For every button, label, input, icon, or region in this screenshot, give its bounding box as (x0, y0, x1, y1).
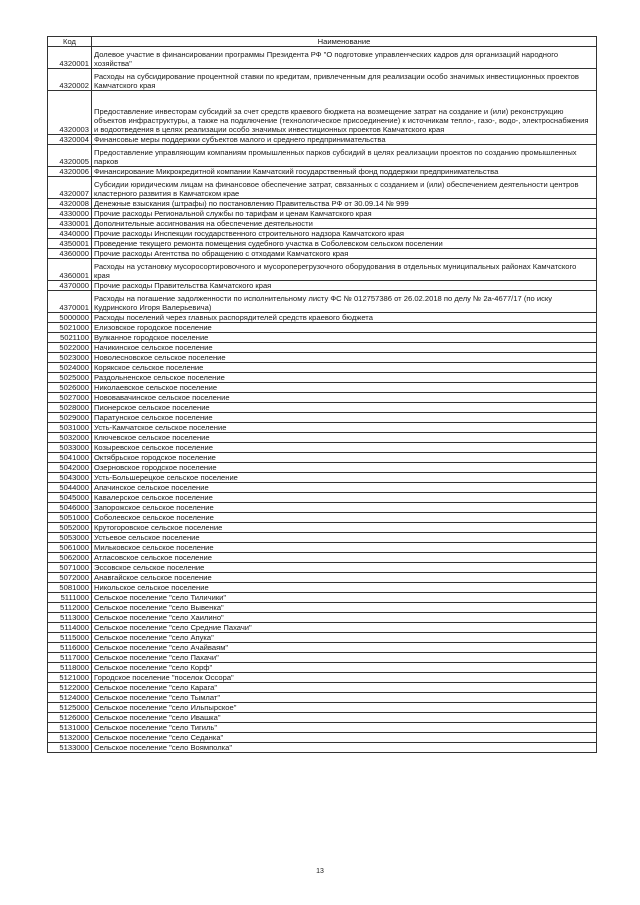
table-row (48, 413, 597, 423)
table-row (48, 199, 597, 209)
row-name: Озерновское городское поселение (92, 463, 597, 473)
table-row (48, 503, 597, 513)
row-name: Корякское сельское поселение (92, 363, 597, 373)
row-name: Прочие расходы Агентства по обращению с отходами Камчатского края (92, 249, 597, 259)
row-name: Расходы поселений через главных распорядителей средств краевого бюджета (92, 313, 597, 323)
table-row (48, 523, 597, 533)
row-name: Предоставление инвесторам субсидий за счет средств краевого бюджета на возмещение затрат на создание и (или) реконструкцию объектов инфраструктуры, а также на подключение (технологическое присоединение) к источникам тепло-, газо-, водо-, электроснабжения и водоотведения в целях реализации особо значимых инвестиционных проектов Камчатского края (92, 91, 597, 135)
row-code: 4320004 (48, 135, 92, 145)
table-body (48, 47, 597, 753)
table-row (48, 563, 597, 573)
row-name: Финансирование Микрокредитной компании Камчатский государственный фонд поддержки предпринимательства (92, 167, 597, 177)
table-row (48, 443, 597, 453)
table-row (48, 513, 597, 523)
row-code: 4340000 (48, 229, 92, 239)
table-row (48, 209, 597, 219)
row-code: 4350001 (48, 239, 92, 249)
row-name: Эссовское сельское поселение (92, 563, 597, 573)
row-code: 5026000 (48, 383, 92, 393)
row-code: 5126000 (48, 713, 92, 723)
table-row (48, 383, 597, 393)
row-name: Прочие расходы Инспекции государственного строительного надзора Камчатского края (92, 229, 597, 239)
table-row (48, 219, 597, 229)
table-row (48, 483, 597, 493)
row-name: Сельское поселение "село Ачайваям" (92, 643, 597, 653)
table-row (48, 663, 597, 673)
row-name: Денежные взыскания (штрафы) по постановлению Правительства РФ от 30.09.14 № 999 (92, 199, 597, 209)
row-name: Сельское поселение "село Средние Пахачи" (92, 623, 597, 633)
row-name: Ключевское сельское поселение (92, 433, 597, 443)
row-code: 5116000 (48, 643, 92, 653)
row-name: Сельское поселение "село Вывенка" (92, 603, 597, 613)
row-name: Паратунское сельское поселение (92, 413, 597, 423)
row-code: 5022000 (48, 343, 92, 353)
row-name: Долевое участие в финансировании программы Президента РФ "О подготовке управленческих кадров для организаций народного хозяйства" (92, 47, 597, 69)
table-row (48, 69, 597, 91)
row-name: Раздольненское сельское поселение (92, 373, 597, 383)
row-code: 4360000 (48, 249, 92, 259)
row-code: 5115000 (48, 633, 92, 643)
row-name: Городское поселение "поселок Оссора" (92, 673, 597, 683)
row-code: 5041000 (48, 453, 92, 463)
column-header-name: Наименование (92, 37, 597, 47)
row-code: 4330000 (48, 209, 92, 219)
table-row (48, 543, 597, 553)
table-row (48, 353, 597, 363)
table-row (48, 433, 597, 443)
row-code: 4370001 (48, 291, 92, 313)
row-code: 5072000 (48, 573, 92, 583)
table-row (48, 703, 597, 713)
row-code: 5043000 (48, 473, 92, 483)
table-row (48, 683, 597, 693)
page-number: 13 (316, 868, 324, 875)
row-code: 5113000 (48, 613, 92, 623)
table-row (48, 333, 597, 343)
table-row (48, 239, 597, 249)
row-name: Мильковское сельское поселение (92, 543, 597, 553)
row-code: 5125000 (48, 703, 92, 713)
row-code: 5052000 (48, 523, 92, 533)
row-name: Крутогоровское сельское поселение (92, 523, 597, 533)
row-code: 5061000 (48, 543, 92, 553)
row-code: 4320006 (48, 167, 92, 177)
row-code: 5046000 (48, 503, 92, 513)
row-name: Устьевое сельское поселение (92, 533, 597, 543)
table-row (48, 653, 597, 663)
row-code: 5118000 (48, 663, 92, 673)
row-name: Запорожское сельское поселение (92, 503, 597, 513)
table-row (48, 533, 597, 543)
table-row (48, 281, 597, 291)
row-code: 5132000 (48, 733, 92, 743)
table-row (48, 573, 597, 583)
table-row (48, 643, 597, 653)
row-name: Козыревское сельское поселение (92, 443, 597, 453)
row-name: Прочие расходы Правительства Камчатского края (92, 281, 597, 291)
row-name: Сельское поселение "село Карага" (92, 683, 597, 693)
row-code: 5045000 (48, 493, 92, 503)
row-code: 5111000 (48, 593, 92, 603)
row-code: 4320002 (48, 69, 92, 91)
row-name: Новолесновское сельское поселение (92, 353, 597, 363)
row-code: 5033000 (48, 443, 92, 453)
row-code: 5024000 (48, 363, 92, 373)
row-code: 5021100 (48, 333, 92, 343)
table-row (48, 593, 597, 603)
table-row (48, 673, 597, 683)
row-code: 5133000 (48, 743, 92, 753)
row-name: Сельское поселение "село Воямполка" (92, 743, 597, 753)
row-name: Октябрьское городское поселение (92, 453, 597, 463)
table-row (48, 613, 597, 623)
row-code: 4320005 (48, 145, 92, 167)
row-name: Расходы на установку мусоросортировочного и мусороперегрузочного оборудования в отдельных муниципальных районах Камчатского края (92, 259, 597, 281)
row-code: 5023000 (48, 353, 92, 363)
row-name: Сельское поселение "село Тымлат" (92, 693, 597, 703)
row-name: Начикинское сельское поселение (92, 343, 597, 353)
row-code: 5081000 (48, 583, 92, 593)
table-row (48, 423, 597, 433)
row-name: Николаевское сельское поселение (92, 383, 597, 393)
table-row (48, 583, 597, 593)
row-name: Пионерское сельское поселение (92, 403, 597, 413)
table-row (48, 313, 597, 323)
row-name: Сельское поселение "село Седанка" (92, 733, 597, 743)
row-code: 5044000 (48, 483, 92, 493)
row-name: Расходы на субсидирование процентной ставки по кредитам, привлеченным для реализации особо значимых инвестиционных проектов Камчатского края (92, 69, 597, 91)
budget-code-table (47, 36, 597, 753)
row-code: 5027000 (48, 393, 92, 403)
row-name: Расходы на погашение задолженности по исполнительному листу ФС № 012757386 от 26.02.2018 по делу № 2а-4677/17 (по иску Кудринского Игоря Валерьевича) (92, 291, 597, 313)
row-code: 4360001 (48, 259, 92, 281)
table-row (48, 177, 597, 199)
row-name: Дополнительные ассигнования на обеспечение деятельности (92, 219, 597, 229)
row-name: Соболевское сельское поселение (92, 513, 597, 523)
row-name: Сельское поселение "село Корф" (92, 663, 597, 673)
row-name: Сельское поселение "село Хаилино" (92, 613, 597, 623)
row-name: Сельское поселение "село Тигиль" (92, 723, 597, 733)
row-name: Елизовское городское поселение (92, 323, 597, 333)
table-row (48, 343, 597, 353)
row-code: 5062000 (48, 553, 92, 563)
row-code: 5071000 (48, 563, 92, 573)
row-code: 5053000 (48, 533, 92, 543)
row-name: Сельское поселение "село Ильпырское" (92, 703, 597, 713)
table-row (48, 403, 597, 413)
row-name: Сельское поселение "село Тиличики" (92, 593, 597, 603)
row-name: Нововавачинское сельское поселение (92, 393, 597, 403)
row-code: 5121000 (48, 673, 92, 683)
row-name: Финансовые меры поддержки субъектов малого и среднего предпринимательства (92, 135, 597, 145)
row-code: 4320001 (48, 47, 92, 69)
row-name: Апачинское сельское поселение (92, 483, 597, 493)
table-row (48, 145, 597, 167)
row-code: 5114000 (48, 623, 92, 633)
row-name: Сельское поселение "село Апука" (92, 633, 597, 643)
row-code: 4320007 (48, 177, 92, 199)
row-code: 5122000 (48, 683, 92, 693)
table-row (48, 463, 597, 473)
row-name: Субсидии юридическим лицам на финансовое обеспечение затрат, связанных с созданием и (или) обеспечением деятельности центров кластерного развития в Камчатском крае (92, 177, 597, 199)
row-name: Атласовское сельское поселение (92, 553, 597, 563)
table-row (48, 623, 597, 633)
row-code: 4320003 (48, 91, 92, 135)
table-row (48, 229, 597, 239)
table-row (48, 493, 597, 503)
row-code: 5042000 (48, 463, 92, 473)
row-name: Вулканное городское поселение (92, 333, 597, 343)
table-row (48, 167, 597, 177)
table-row (48, 249, 597, 259)
row-code: 4330001 (48, 219, 92, 229)
row-code: 5031000 (48, 423, 92, 433)
table-row (48, 723, 597, 733)
row-code: 5028000 (48, 403, 92, 413)
table-row (48, 713, 597, 723)
row-name: Сельское поселение "село Ивашка" (92, 713, 597, 723)
row-name: Кавалерское сельское поселение (92, 493, 597, 503)
row-name: Прочие расходы Региональной службы по тарифам и ценам Камчатского края (92, 209, 597, 219)
row-code: 5021000 (48, 323, 92, 333)
table-row (48, 553, 597, 563)
table-row (48, 693, 597, 703)
table-row (48, 291, 597, 313)
table-row (48, 373, 597, 383)
table-row (48, 633, 597, 643)
table-row (48, 363, 597, 373)
column-header-code: Код (48, 37, 92, 47)
row-code: 5029000 (48, 413, 92, 423)
row-name: Сельское поселение "село Пахачи" (92, 653, 597, 663)
row-code: 4370000 (48, 281, 92, 291)
row-code: 5025000 (48, 373, 92, 383)
row-code: 4320008 (48, 199, 92, 209)
table-row (48, 323, 597, 333)
row-name: Никольское сельское поселение (92, 583, 597, 593)
table-row (48, 135, 597, 145)
row-name: Усть-Большерецкое сельское поселение (92, 473, 597, 483)
row-code: 5131000 (48, 723, 92, 733)
row-code: 5124000 (48, 693, 92, 703)
code-table (47, 36, 597, 753)
row-code: 5051000 (48, 513, 92, 523)
row-name: Анавгайское сельское поселение (92, 573, 597, 583)
row-code: 5112000 (48, 603, 92, 613)
table-row (48, 743, 597, 753)
row-code: 5117000 (48, 653, 92, 663)
table-row (48, 733, 597, 743)
table-row (48, 259, 597, 281)
table-row (48, 91, 597, 135)
row-name: Проведение текущего ремонта помещения судебного участка в Соболевском сельском поселении (92, 239, 597, 249)
table-row (48, 453, 597, 463)
row-name: Усть-Камчатское сельское поселение (92, 423, 597, 433)
row-name: Предоставление управляющим компаниям промышленных парков субсидий в целях реализации проектов по созданию промышленных парков (92, 145, 597, 167)
table-row (48, 393, 597, 403)
row-code: 5000000 (48, 313, 92, 323)
row-code: 5032000 (48, 433, 92, 443)
table-row (48, 473, 597, 483)
table-row (48, 603, 597, 613)
table-header-row (48, 37, 597, 47)
table-row (48, 47, 597, 69)
